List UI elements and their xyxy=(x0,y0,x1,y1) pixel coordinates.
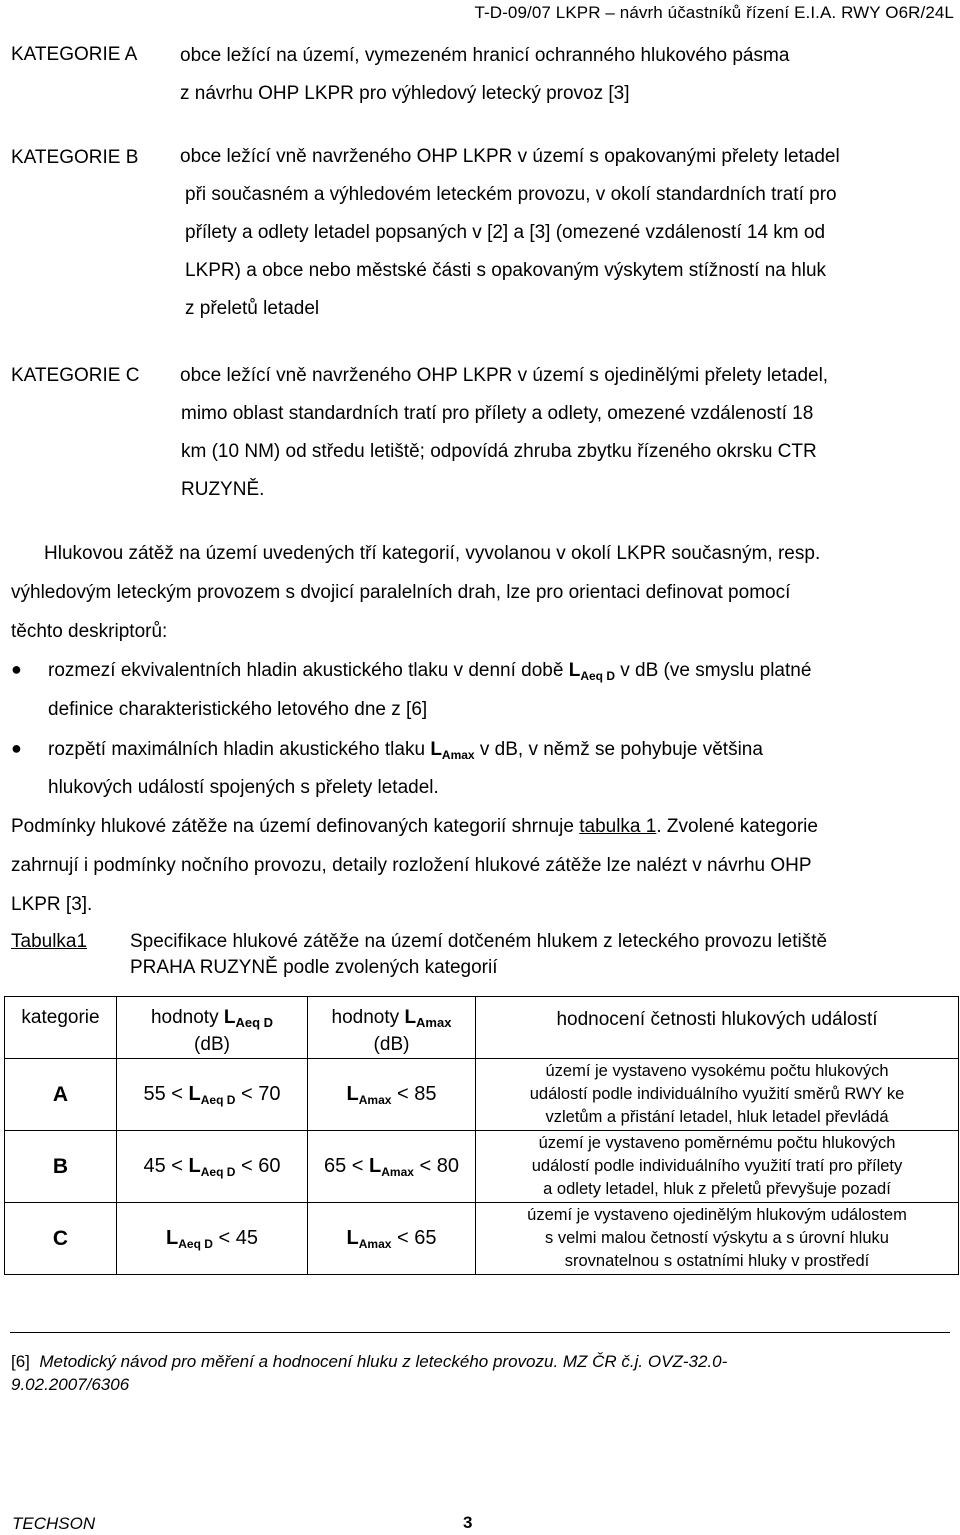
table-row xyxy=(5,1203,959,1275)
category-b-line: při současném a výhledovém leteckém provozu, v okolí standardních tratí pro xyxy=(185,184,837,205)
category-b-line: z přeletů letadel xyxy=(185,298,320,319)
category-a-line: z návrhu OHP LKPR pro výhledový letecký provoz [3] xyxy=(180,83,630,104)
category-b-text xyxy=(180,138,840,328)
intro-line-3: těchto deskriptorů: xyxy=(11,621,168,642)
category-b-line: LKPR) a obce nebo městské části s opakovaným výskytem stížností na hluk xyxy=(185,260,827,281)
footnote-text-continued: 9.02.2007/6306 xyxy=(11,1375,130,1394)
category-a-label: KATEGORIE A xyxy=(11,44,138,65)
row-aeq-value: $L_{Aeq D} < 45$ xyxy=(117,1203,308,1275)
summary-line-1: Podmínky hlukové zátěže na území definovaných kategorií shrnuje tabulka 1. Zvolené kategorie xyxy=(11,816,818,837)
header-category: kategorie xyxy=(5,997,117,1059)
page-number: 3 xyxy=(463,1513,473,1532)
table-caption-label: Tabulka1 xyxy=(11,931,88,952)
footer-company: TECHSON xyxy=(12,1514,96,1533)
category-b-line: obce ležící vně navrženého OHP LKPR v území s opakovanými přelety letadel xyxy=(180,146,840,167)
row-amax-value: $65 < L_{Amax} < 80$ xyxy=(308,1131,476,1203)
category-c-line: obce ležící vně navrženého OHP LKPR v území s ojedinělými přelety letadel, xyxy=(180,365,829,386)
footnote-divider xyxy=(10,1332,950,1333)
table-1-link[interactable]: tabulka 1 xyxy=(579,816,657,837)
row-description: území je vystaveno vysokému počtu hlukových událostí podle individuálního využití směrů RWY ke vzletům a přistání letadel, hluk letadel převládá xyxy=(476,1059,959,1131)
row-amax-value: $L_{Amax} < 85$ xyxy=(308,1059,476,1131)
category-c-text xyxy=(180,357,828,509)
table-header-row xyxy=(5,997,959,1059)
header-frequency: hodnocení četnosti hlukových událostí xyxy=(476,997,959,1059)
row-aeq-value: $55 < L_{Aeq D} < 70$ xyxy=(117,1059,308,1131)
bullet-dot: ● xyxy=(11,659,22,679)
bullet-1-line-1: rozmezí ekvivalentních hladin akustického tlaku v denní době $L_{Aeq D}$ v dB (ve smyslu platné xyxy=(48,660,812,683)
header-aeq: hodnoty $L_{Aeq D}$ (dB) xyxy=(117,997,308,1059)
page-header: T-D-09/07 LKPR – návrh účastníků řízení E.I.A. RWY O6R/24L xyxy=(474,3,954,22)
intro-line-1: Hlukovou zátěž na území uvedených tří kategorií, vyvolanou v okolí LKPR současným, resp. xyxy=(44,543,821,564)
table-row xyxy=(5,1131,959,1203)
intro-line-2: výhledovým leteckým provozem s dvojicí paralelních drah, lze pro orientaci definovat pomocí xyxy=(11,582,791,603)
bullet-1-line-2: definice charakteristického letového dne z [6] xyxy=(48,699,428,720)
row-aeq-value: $45 < L_{Aeq D} < 60$ xyxy=(117,1131,308,1203)
row-amax-value: $L_{Amax} < 65$ xyxy=(308,1203,476,1275)
footnote-ref: [6] xyxy=(11,1352,30,1371)
footnote-text: Metodický návod pro měření a hodnocení hluku z leteckého provozu. MZ ČR č.j. OVZ-32.0- xyxy=(39,1352,728,1371)
bullet-2-line-1: rozpětí maximálních hladin akustického tlaku $L_{Amax}$ v dB, v němž se pohybuje většina xyxy=(48,739,763,762)
summary-line-2: zahrnují i podmínky nočního provozu, detaily rozložení hlukové zátěže lze nalézt v návrhu OHP xyxy=(11,855,812,876)
table-row xyxy=(5,1059,959,1131)
row-category: B xyxy=(5,1131,117,1203)
row-description: území je vystaveno poměrnému počtu hlukových událostí podle individuálního využití tratí pro přílety a odlety letadel, hluk z přeletů převyšuje pozadí xyxy=(476,1131,959,1203)
specification-table xyxy=(4,996,959,1275)
category-c-label: KATEGORIE C xyxy=(11,365,140,386)
category-b-label: KATEGORIE B xyxy=(11,147,139,168)
category-b-line: přílety a odlety letadel popsaných v [2] a [3] (omezené vzdáleností 14 km od xyxy=(185,222,826,243)
table-caption-text: Specifikace hlukové zátěže na území dotčeném hlukem z leteckého provozu letiště PRAHA RUZYNĚ podle zvolených kategorií xyxy=(130,931,828,978)
category-c-line: mimo oblast standardních tratí pro přílety a odlety, omezené vzdáleností 18 xyxy=(181,403,814,424)
category-a-line: obce ležící na území, vymezeném hranicí ochranného hlukového pásma xyxy=(180,45,790,66)
category-a-text xyxy=(180,37,789,113)
bullet-2-line-2: hlukových událostí spojených s přelety letadel. xyxy=(48,777,439,798)
category-c-line: km (10 NM) od středu letiště; odpovídá zhruba zbytku řízeného okrsku CTR xyxy=(181,441,817,462)
row-description: území je vystaveno ojedinělým hlukovým událostem s velmi malou četností výskytu a s úrovní hluku srovnatelnou s ostatními hluky v prostředí xyxy=(476,1203,959,1275)
header-amax: hodnoty $L_{Amax}$ (dB) xyxy=(308,997,476,1059)
summary-line-3: LKPR [3]. xyxy=(11,894,93,915)
bullet-dot: ● xyxy=(11,738,22,758)
row-category: A xyxy=(5,1059,117,1131)
row-category: C xyxy=(5,1203,117,1275)
footnote xyxy=(11,1350,727,1396)
category-c-line: RUZYNĚ. xyxy=(181,479,265,500)
